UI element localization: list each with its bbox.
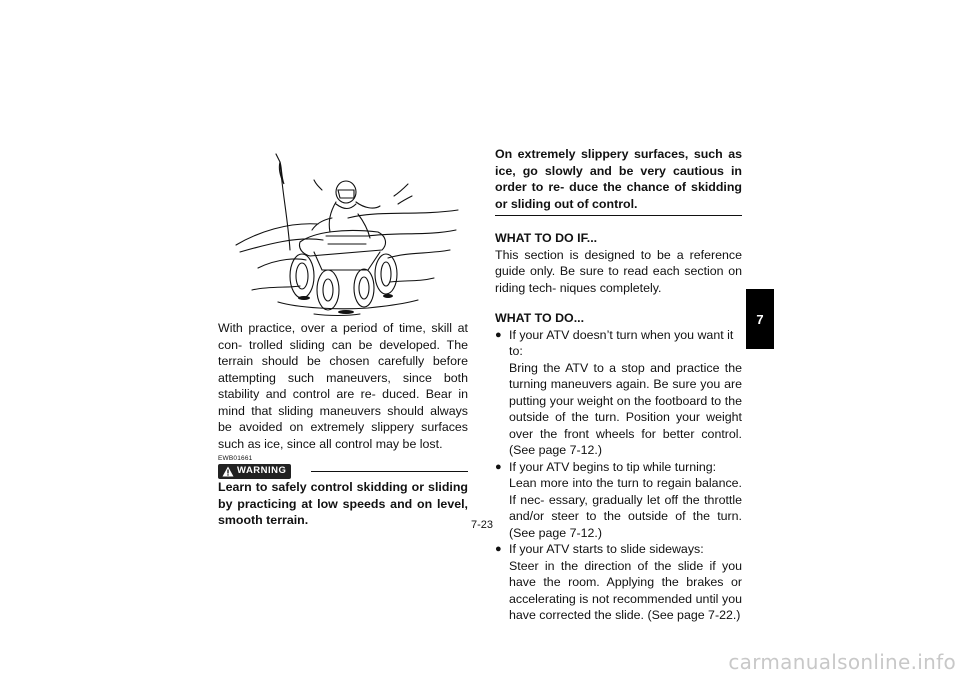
bullet-title: If your ATV starts to slide sideways: [509,542,704,556]
warning-code: EWB01661 [218,455,253,462]
list-item [495,459,742,542]
bullet-icon: ● [495,460,502,473]
atv-rider-illustration [218,140,468,320]
bullet-icon: ● [495,543,502,555]
warning-text: Learn to safely control skidding or sliding by practicing at low speeds and on level, smooth terrain. [218,480,468,527]
list-item [495,541,742,624]
warning-rule [311,471,468,472]
bullet-icon: ● [495,328,502,341]
sliding-paragraph: With practice, over a period of time, skill at con- trolled sliding can be developed. The terrain should be chosen carefully before attempting such maneuvers, since both stability and control are re- duced. Bear in mind that sliding maneuvers should always be avoided on extremely slippery surfaces such as ice, since all control may be lost. [218,321,468,451]
left-column [218,140,468,529]
watermark: carmanualsonline.info [728,650,956,674]
bullet-text: Bring the ATV to a stop and practice the turning maneuvers again. Be sure you are putting your weight on the footboard to the outside of the turn. Position your weight over the front wheels for better control. (See page 7-12.) [509,360,742,457]
page-number: 7-23 [470,519,494,531]
section-heading-what-to-do-if: WHAT TO DO IF... [495,231,598,245]
list-item [495,327,742,459]
bullet-text: Steer in the direction of the slide if you have the room. Applying the brakes or accelerating is not recommended until you have corrected the slide. (See page 7-22.) [509,558,742,622]
bullet-text: Lean more into the turn to regain balance. If nec- essary, gradually let off the throttle and/or steer to the outside of the turn. (See page 7-12.) [509,476,742,540]
reference-guide-paragraph: This section is designed to be a reference guide only. Be sure to read each section on riding tech- niques completely. [495,247,742,295]
warning-label: WARNING [237,464,287,476]
warning-badge [218,464,291,479]
warning-header [218,463,468,479]
warning-triangle-icon [222,466,234,477]
bullet-title: If your ATV doesn’t turn when you want it to: [509,327,734,358]
chapter-tab: 7 [746,289,774,349]
warning-continued-text: On extremely slippery surfaces, such as ice, go slowly and be very cautious in order to re- duce the chance of skidding or sliding out of control. [495,147,742,211]
section-heading-what-to-do: WHAT TO DO... [495,311,585,325]
bullet-title: If your ATV begins to tip while turning: [509,459,717,474]
right-column [495,146,742,624]
